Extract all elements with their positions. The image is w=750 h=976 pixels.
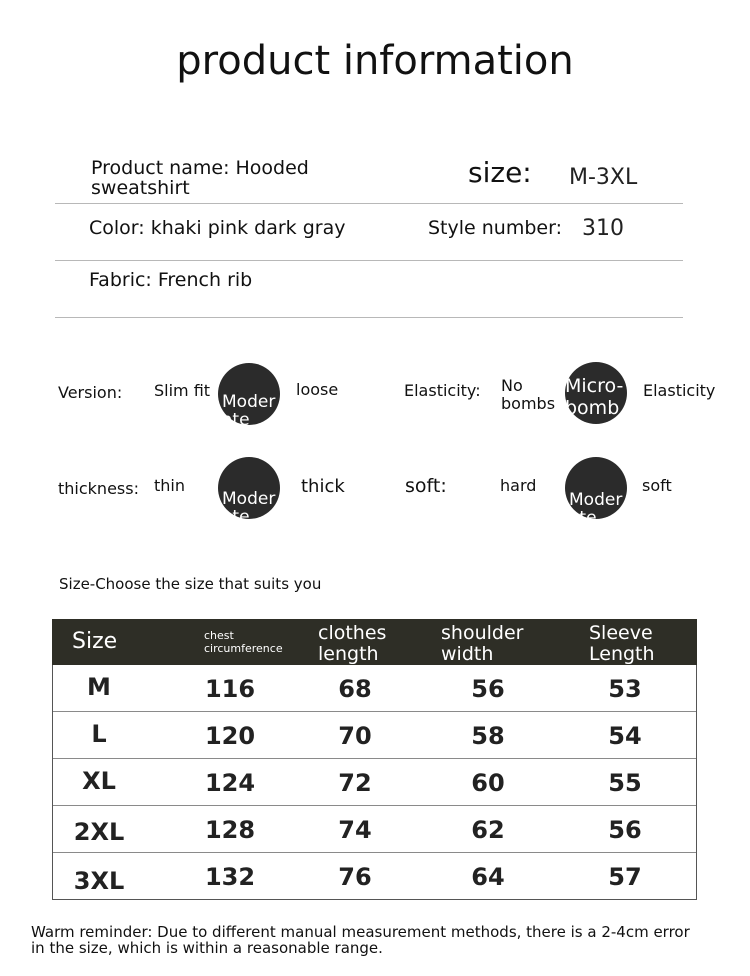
table-body: [52, 665, 697, 900]
divider: [55, 260, 683, 261]
table-header: [52, 619, 697, 665]
thickness-selected-dot: [218, 457, 280, 527]
table-row: [53, 711, 696, 758]
elasticity-option-right: Elasticity: [643, 381, 716, 400]
cell-chest: 132: [204, 863, 256, 891]
soft-selected-dot: [565, 457, 627, 528]
elasticity-option-left: No bombs: [501, 376, 556, 413]
cell-clothes-length: 74: [338, 816, 372, 844]
page-title: product information: [176, 38, 574, 84]
cell-clothes-length: 70: [338, 722, 372, 750]
thickness-option-left: thin: [154, 476, 185, 495]
header-sleeve-length: Sleeve Length: [589, 622, 655, 665]
header-clothes-length: clothes length: [318, 622, 387, 665]
cell-chest: 120: [204, 722, 256, 750]
table-row: [53, 665, 696, 711]
cell-size: XL: [82, 767, 116, 795]
style-value: 310: [582, 216, 624, 241]
cell-sleeve-length: 53: [608, 675, 642, 703]
product-name: Product name: Hooded sweatshirt: [91, 157, 309, 199]
version-option-left: Slim fit: [154, 381, 211, 400]
cell-chest: 116: [204, 675, 256, 703]
cell-sleeve-length: 57: [608, 863, 642, 891]
size-label: size:: [468, 156, 532, 189]
warm-reminder: Warm reminder: Due to different manual measurement methods, there is a 2-4cm error in the size, which is within a reasonable range.: [31, 923, 690, 957]
cell-shoulder-width: 64: [471, 863, 505, 891]
soft-selected-label: Moderate: [569, 490, 623, 528]
cell-clothes-length: 68: [338, 675, 372, 703]
cell-sleeve-length: 54: [608, 722, 642, 750]
cell-size: L: [91, 720, 107, 748]
cell-shoulder-width: 62: [471, 816, 505, 844]
soft-option-left: hard: [500, 476, 537, 495]
cell-size: 3XL: [73, 867, 125, 895]
table-row: [53, 758, 696, 805]
style-label: Style number:: [428, 217, 562, 239]
header-shoulder-width: shoulder width: [441, 622, 524, 665]
elasticity-label: Elasticity:: [404, 381, 481, 400]
size-value: M-3XL: [569, 165, 638, 190]
fabric-info: Fabric: French rib: [89, 269, 253, 291]
cell-size: M: [87, 673, 111, 701]
version-selected-dot: [218, 363, 280, 430]
header-size: Size: [72, 629, 118, 654]
header-chest: chest circumference: [204, 629, 283, 655]
cell-sleeve-length: 56: [608, 816, 642, 844]
thickness-option-right: thick: [301, 476, 345, 497]
size-caption: Size-Choose the size that suits you: [59, 575, 322, 593]
cell-chest: 124: [204, 769, 256, 797]
color-info: Color: khaki pink dark gray: [89, 217, 346, 239]
elasticity-selected-dot: [565, 362, 627, 441]
table-row: [53, 805, 696, 852]
cell-clothes-length: 76: [338, 863, 372, 891]
cell-clothes-length: 72: [338, 769, 372, 797]
table-row: [53, 852, 696, 899]
thickness-selected-label: Moderate: [222, 489, 276, 527]
thickness-label: thickness:: [58, 479, 139, 498]
soft-option-right: soft: [642, 476, 672, 495]
cell-sleeve-length: 55: [608, 769, 642, 797]
size-table: [52, 619, 697, 900]
cell-size: 2XL: [73, 818, 125, 846]
version-option-right: loose: [296, 380, 339, 399]
cell-shoulder-width: 56: [471, 675, 505, 703]
cell-shoulder-width: 60: [471, 769, 505, 797]
cell-shoulder-width: 58: [471, 722, 505, 750]
soft-label: soft:: [405, 475, 447, 497]
version-selected-label: Moderate: [222, 392, 276, 430]
elasticity-selected-label: Micro-bombs: [565, 375, 624, 441]
cell-chest: 128: [204, 816, 256, 844]
divider: [55, 317, 683, 318]
version-label: Version:: [58, 383, 123, 402]
divider: [55, 203, 683, 204]
